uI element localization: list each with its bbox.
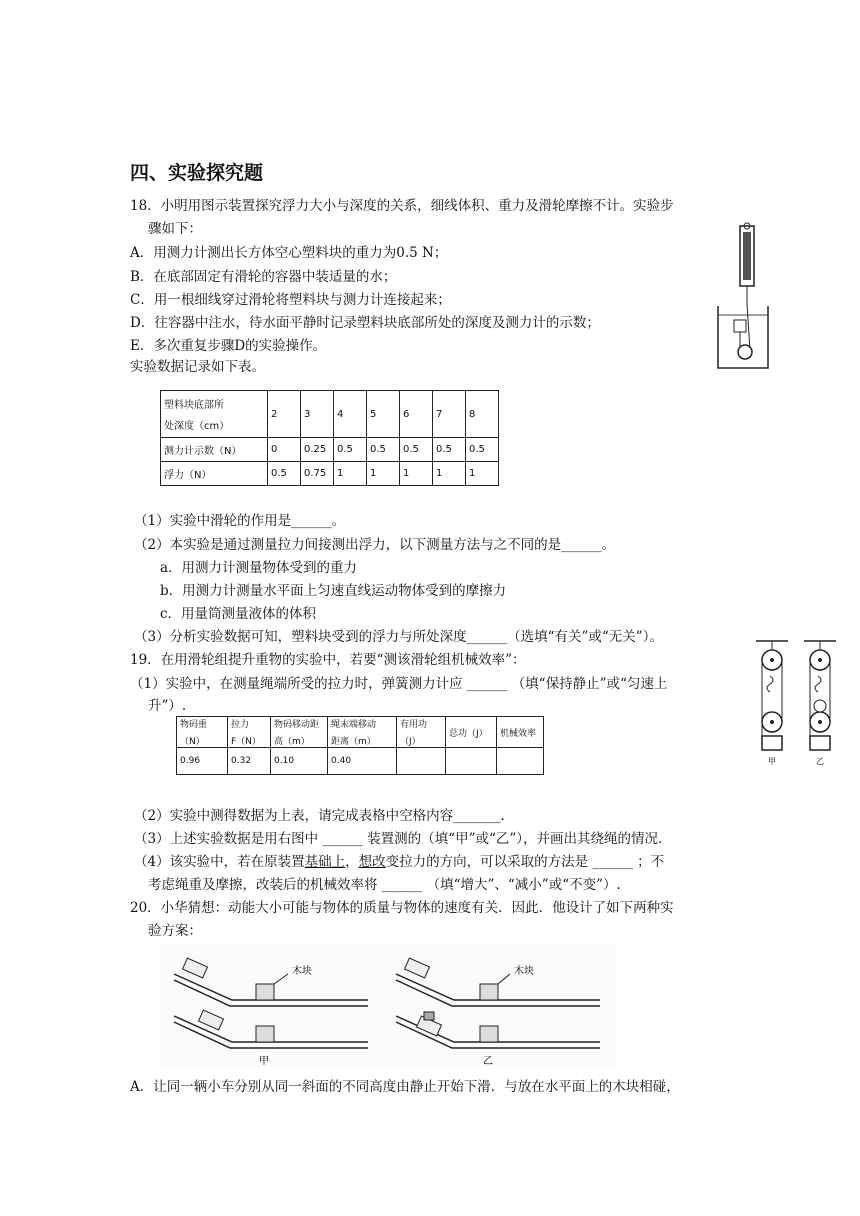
table-cell: 0.5 [433, 438, 466, 462]
table-header-cell: 机械效率 [497, 717, 544, 748]
q18-step-c: C．用一根细线穿过滑轮将塑料块与测力计连接起来； [130, 292, 451, 308]
fig-label-yi: 乙 [483, 1056, 493, 1067]
table-cell: 0.75 [301, 462, 334, 486]
header-text: 距离（m） [331, 737, 376, 747]
header-text: F（N） [231, 737, 261, 747]
table-cell: 0.5 [268, 462, 301, 486]
q18-step-e: E．多次重复步骤D的实验操作。 [130, 338, 327, 354]
header-text: 物码重 [180, 720, 208, 730]
table-cell: 0 [268, 438, 301, 462]
text-run: 变拉力的方向，可以采取的方法是 ______ ；不 [385, 854, 665, 870]
header-text: 物码移动距 [274, 720, 320, 730]
header-text: 绳末端移动 [331, 720, 377, 730]
table-header-cell: 总功（J） [446, 717, 497, 748]
header-text: （N） [180, 737, 205, 747]
table-cell: 6 [400, 391, 433, 438]
row-label: 浮力（N） [161, 462, 268, 486]
header-text: 拉力 [231, 720, 250, 730]
q19-sub3: （3）上述实验数据是用右图中 ______ 装置测的（填“甲”或“乙”），并画出其绕绳的情况. [134, 831, 663, 847]
table-cell [446, 748, 497, 775]
table-cell: 1 [466, 462, 499, 486]
section-title: 四、实验探究题 [130, 162, 264, 184]
incline-experiment-figure [160, 944, 616, 1068]
table-row [161, 438, 499, 462]
q19-sub4-line2: 考虑绳重及摩擦，改装后的机械效率将 ______ （填“增大”、“减小”或“不变”）. [148, 877, 621, 893]
q20-stem-line2: 验方案： [148, 923, 202, 939]
q18-option-a: a．用测力计测量物体受到的重力 [160, 560, 358, 576]
table-header-cell [397, 717, 446, 748]
table-cell [497, 748, 544, 775]
q19-sub1-line2: 升”）. [148, 698, 187, 714]
table-cell: 3 [301, 391, 334, 438]
table-cell: 5 [367, 391, 400, 438]
table-header-cell [271, 717, 328, 748]
q19-sub1-line1: （1）实验中，在测量绳端所受的拉力时，弹簧测力计应 ______ （填“保持静止”或“匀速上 [130, 676, 668, 692]
table-header-cell [161, 391, 268, 438]
text-run: （4）该实验中，若在原装置 [134, 854, 305, 870]
row-label: 测力计示数（N） [161, 438, 268, 462]
table-cell: 0.40 [328, 748, 397, 775]
row-label: 塑料块底部所 [164, 400, 224, 411]
table-cell: 1 [367, 462, 400, 486]
table-cell: 1 [433, 462, 466, 486]
table-header-cell [228, 717, 271, 748]
q18-step-d: D．往容器中注水，待水面平静时记录塑料块底部所处的深度及测力计的示数； [130, 315, 600, 331]
table-row [161, 391, 499, 438]
q18-stem-line2: 骤如下： [148, 221, 202, 237]
table-cell: 8 [466, 391, 499, 438]
header-text: 高（m） [274, 737, 310, 747]
pulley-system-figure [748, 636, 844, 770]
buoyancy-apparatus-figure [712, 220, 772, 372]
table-cell: 0.32 [228, 748, 271, 775]
table-cell: 0.5 [334, 438, 367, 462]
q18-data-table [160, 390, 499, 486]
q19-sub4-line1 [134, 852, 664, 872]
q19-sub2: （2）实验中测得数据为上表，请完成表格中空格内容_______. [134, 808, 505, 824]
underlined-text: 想改 [358, 854, 386, 870]
header-text: 有用功 [400, 720, 428, 730]
table-cell: 0.25 [301, 438, 334, 462]
table-row [161, 462, 499, 486]
q20-plan-a: A．让同一辆小车分别从同一斜面的不同高度由静止开始下滑．与放在水平面上的木块相碰， [130, 1079, 680, 1095]
table-row [177, 748, 544, 775]
table-cell: 0.96 [177, 748, 228, 775]
table-cell: 7 [433, 391, 466, 438]
table-cell [397, 748, 446, 775]
table-cell: 2 [268, 391, 301, 438]
q18-step-a: A．用测力计测出长方体空心塑料块的重力为0.5 N； [130, 245, 448, 261]
q18-sub3: （3）分析实验数据可知，塑料块受到的浮力与所处深度______（选填“有关”或“无关”）。 [134, 629, 663, 645]
q20-stem-line1: 20．小华猜想：动能大小可能与物体的质量与物体的速度有关．因此．他设计了如下两种实 [130, 900, 674, 916]
text-run: ， [345, 854, 359, 870]
fig-label-yi: 乙 [816, 757, 824, 766]
q18-stem-line1: 18．小明用图示装置探究浮力大小与深度的关系，细线体积、重力及滑轮摩擦不计。实验步 [130, 198, 674, 214]
table-header-cell [328, 717, 397, 748]
q18-step-b: B．在底部固定有滑轮的容器中装适量的水； [130, 269, 397, 285]
q18-sub1: （1）实验中滑轮的作用是______。 [134, 513, 346, 529]
table-header-cell [177, 717, 228, 748]
table-cell: 1 [334, 462, 367, 486]
table-cell: 0.5 [367, 438, 400, 462]
q18-record-note: 实验数据记录如下表。 [130, 359, 265, 375]
fig-wood-label: 木块 [514, 966, 534, 977]
row-label: 处深度（cm） [164, 421, 230, 432]
q18-option-c: c．用量筒测量液体的体积 [160, 606, 317, 622]
q19-data-table [176, 716, 544, 775]
underlined-text: 基础上 [304, 854, 346, 870]
fig-wood-label: 木块 [292, 966, 312, 977]
table-cell: 4 [334, 391, 367, 438]
q19-stem: 19．在用滑轮组提升重物的实验中，若要“测该滑轮组机械效率”： [130, 652, 526, 668]
fig-label-jia: 甲 [259, 1056, 269, 1067]
table-cell: 0.10 [271, 748, 328, 775]
table-cell: 0.5 [466, 438, 499, 462]
table-cell: 1 [400, 462, 433, 486]
fig-label-jia: 甲 [768, 757, 776, 766]
table-cell: 0.5 [400, 438, 433, 462]
table-row [177, 717, 544, 748]
header-text: （J） [400, 737, 421, 747]
q18-option-b: b．用测力计测量水平面上匀速直线运动物体受到的摩擦力 [160, 583, 507, 599]
q18-sub2: （2）本实验是通过测量拉力间接测出浮力，以下测量方法与之不同的是______。 [134, 537, 616, 553]
